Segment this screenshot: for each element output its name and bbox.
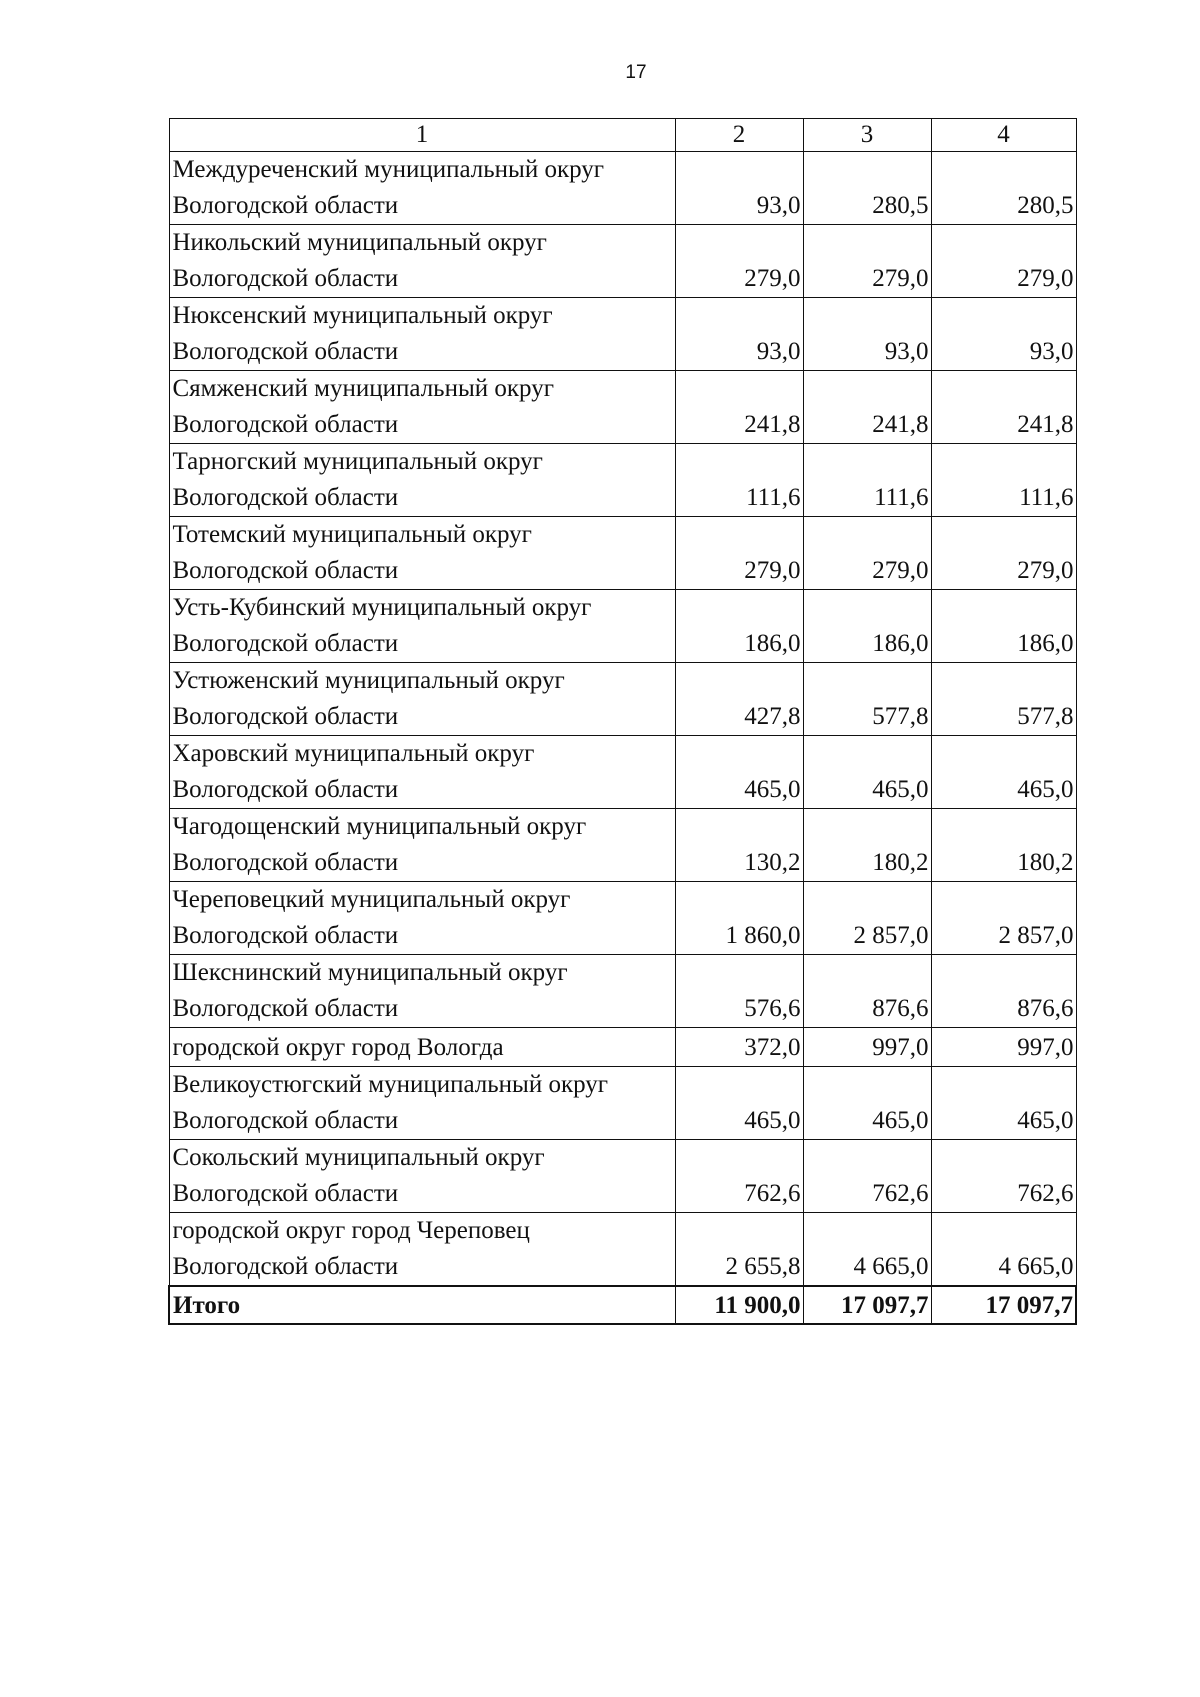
row-name: Устюженский муниципальный округ Вологодской области (169, 663, 675, 736)
row-value-col-2: 576,6 (675, 955, 803, 1028)
row-value-col-2: 241,8 (675, 371, 803, 444)
row-value-col-2: 427,8 (675, 663, 803, 736)
row-value-col-3: 465,0 (803, 736, 931, 809)
row-value-col-3: 762,6 (803, 1140, 931, 1213)
row-name: Шекснинский муниципальный округ Вологодской области (169, 955, 675, 1028)
row-value-col-4: 465,0 (931, 736, 1076, 809)
total-label: Итого (169, 1286, 675, 1324)
page-number: 17 (625, 62, 647, 83)
row-value-col-2: 465,0 (675, 736, 803, 809)
row-name: Междуреченский муниципальный округ Вологодской области (169, 152, 675, 225)
header-row (169, 119, 1076, 152)
row-value-col-2: 111,6 (675, 444, 803, 517)
row-name: Никольский муниципальный округ Вологодской области (169, 225, 675, 298)
row-value-col-4: 280,5 (931, 152, 1076, 225)
row-name: Сокольский муниципальный округ Вологодской области (169, 1140, 675, 1213)
table-row (169, 152, 1076, 225)
row-value-col-4: 279,0 (931, 225, 1076, 298)
row-value-col-2: 372,0 (675, 1028, 803, 1067)
row-name: Череповецкий муниципальный округ Вологодской области (169, 882, 675, 955)
table-row (169, 882, 1076, 955)
row-value-col-2: 1 860,0 (675, 882, 803, 955)
table-row (169, 1028, 1076, 1067)
row-name: Тарногский муниципальный округ Вологодской области (169, 444, 675, 517)
total-value-col-3: 17 097,7 (803, 1286, 931, 1324)
row-value-col-2: 279,0 (675, 225, 803, 298)
table-row (169, 517, 1076, 590)
row-value-col-3: 4 665,0 (803, 1213, 931, 1287)
table-row (169, 444, 1076, 517)
row-value-col-3: 241,8 (803, 371, 931, 444)
row-value-col-2: 762,6 (675, 1140, 803, 1213)
row-value-col-4: 465,0 (931, 1067, 1076, 1140)
row-value-col-4: 186,0 (931, 590, 1076, 663)
header-col-1: 1 (169, 119, 675, 152)
row-name: Тотемский муниципальный округ Вологодской области (169, 517, 675, 590)
row-value-col-4: 876,6 (931, 955, 1076, 1028)
table-header (169, 119, 1076, 152)
row-value-col-3: 997,0 (803, 1028, 931, 1067)
row-value-col-4: 997,0 (931, 1028, 1076, 1067)
row-value-col-3: 876,6 (803, 955, 931, 1028)
row-value-col-3: 279,0 (803, 225, 931, 298)
row-value-col-2: 186,0 (675, 590, 803, 663)
row-value-col-3: 280,5 (803, 152, 931, 225)
total-value-col-2: 11 900,0 (675, 1286, 803, 1324)
table-row (169, 371, 1076, 444)
table-row (169, 955, 1076, 1028)
row-value-col-4: 2 857,0 (931, 882, 1076, 955)
table-row (169, 736, 1076, 809)
row-name: Нюксенский муниципальный округ Вологодской области (169, 298, 675, 371)
row-value-col-2: 93,0 (675, 298, 803, 371)
row-value-col-3: 279,0 (803, 517, 931, 590)
row-value-col-2: 2 655,8 (675, 1213, 803, 1287)
table-row (169, 1213, 1076, 1287)
row-value-col-2: 465,0 (675, 1067, 803, 1140)
row-value-col-4: 180,2 (931, 809, 1076, 882)
allocation-table (168, 118, 1077, 1325)
row-value-col-4: 577,8 (931, 663, 1076, 736)
row-value-col-4: 241,8 (931, 371, 1076, 444)
row-value-col-4: 93,0 (931, 298, 1076, 371)
row-value-col-3: 465,0 (803, 1067, 931, 1140)
total-value-col-4: 17 097,7 (931, 1286, 1076, 1324)
table-row (169, 225, 1076, 298)
row-value-col-2: 279,0 (675, 517, 803, 590)
table-body (169, 152, 1076, 1325)
table-row (169, 1140, 1076, 1213)
row-name: городской округ город Череповец Вологодской области (169, 1213, 675, 1287)
row-value-col-3: 577,8 (803, 663, 931, 736)
header-col-2: 2 (675, 119, 803, 152)
table-row (169, 809, 1076, 882)
row-value-col-4: 4 665,0 (931, 1213, 1076, 1287)
row-name: городской округ город Вологда (169, 1028, 675, 1067)
table-row (169, 663, 1076, 736)
table-row (169, 590, 1076, 663)
row-value-col-4: 279,0 (931, 517, 1076, 590)
row-value-col-3: 2 857,0 (803, 882, 931, 955)
row-value-col-3: 93,0 (803, 298, 931, 371)
table-row (169, 298, 1076, 371)
row-value-col-3: 186,0 (803, 590, 931, 663)
row-value-col-4: 111,6 (931, 444, 1076, 517)
row-value-col-3: 111,6 (803, 444, 931, 517)
row-name: Чагодощенский муниципальный округ Вологодской области (169, 809, 675, 882)
row-name: Харовский муниципальный округ Вологодской области (169, 736, 675, 809)
row-name: Усть-Кубинский муниципальный округ Вологодской области (169, 590, 675, 663)
row-value-col-3: 180,2 (803, 809, 931, 882)
row-value-col-2: 130,2 (675, 809, 803, 882)
header-col-3: 3 (803, 119, 931, 152)
row-value-col-4: 762,6 (931, 1140, 1076, 1213)
total-row (169, 1286, 1076, 1324)
row-value-col-2: 93,0 (675, 152, 803, 225)
row-name: Сямженский муниципальный округ Вологодской области (169, 371, 675, 444)
row-name: Великоустюгский муниципальный округ Вологодской области (169, 1067, 675, 1140)
header-col-4: 4 (931, 119, 1076, 152)
table-row (169, 1067, 1076, 1140)
